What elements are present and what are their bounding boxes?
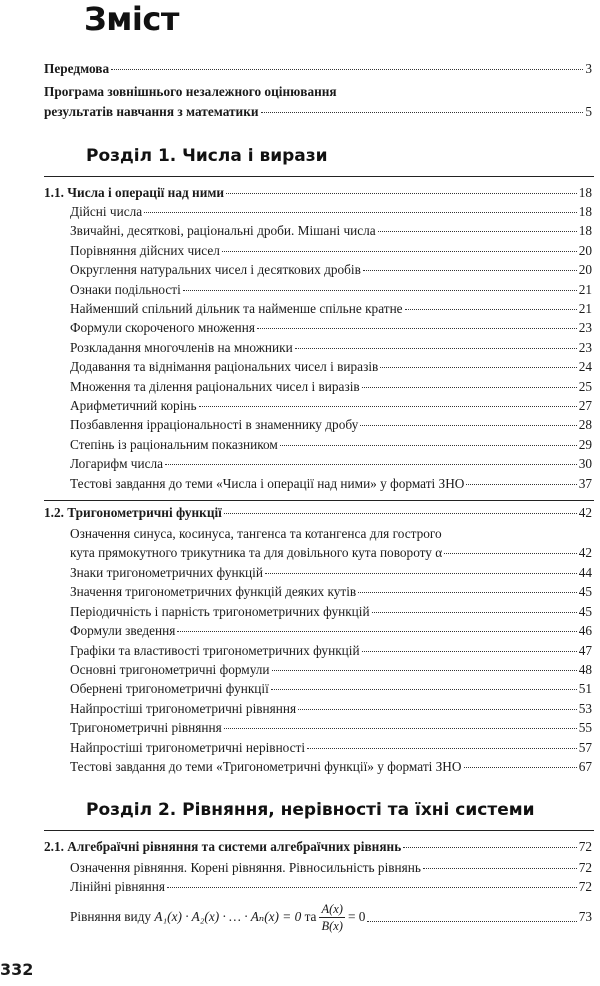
toc-entry[interactable] (70, 455, 592, 472)
toc-entry-page: 25 (578, 378, 592, 394)
dot-leader (378, 231, 577, 232)
dot-leader (177, 631, 576, 632)
dot-leader (144, 212, 577, 213)
section-heading-1: Розділ 1. Числа і вирази (86, 146, 328, 166)
toc-entry-label: Множення та ділення раціональних чисел і виразів (70, 378, 360, 394)
toc-subsection-2-1[interactable] (44, 838, 592, 855)
toc-entry-page: 55 (578, 720, 592, 736)
section-heading-2: Розділ 2. Рівняння, нерівності та їхні системи (86, 800, 535, 820)
toc-entry-page: 72 (578, 879, 592, 895)
toc-entry-page: 27 (578, 398, 592, 413)
toc-entry-label: Додавання та віднімання раціональних чисел і виразів (70, 359, 379, 375)
dot-leader (165, 464, 577, 465)
dot-leader (363, 270, 577, 271)
toc-entry-label: Найменший спільний дільник та найменше спільне кратне (70, 301, 403, 316)
toc-entry-product-equation[interactable] (70, 895, 592, 939)
toc-entry-page: 3 (585, 61, 592, 76)
toc-entry[interactable] (70, 319, 592, 336)
toc-entry-label: Формули скороченого множення (70, 320, 255, 336)
dot-leader (362, 651, 577, 652)
toc-entry[interactable] (70, 661, 592, 678)
dot-leader (167, 887, 577, 888)
formula-fraction (319, 901, 345, 934)
toc-entry-zno-line1[interactable]: Програма зовнішнього незалежного оцінювання (44, 84, 337, 99)
toc-entry-label: Формули зведення (70, 623, 176, 639)
toc-entry-page: 42 (578, 545, 592, 560)
toc-entry[interactable] (70, 680, 592, 697)
toc-entry-label: Найпростіші тригонометричні рівняння (70, 700, 297, 716)
toc-entry-page: 37 (578, 475, 592, 491)
dot-leader (307, 748, 577, 749)
toc-entry-label: Графіки та властивості тригонометричних функцій (70, 642, 360, 658)
dot-leader (261, 112, 584, 113)
dot-leader (466, 484, 576, 485)
toc-entry-page: 24 (578, 359, 592, 375)
dot-leader (295, 348, 577, 349)
toc-entry-label: Розкладання многочленів на множники (70, 339, 293, 355)
dot-leader (280, 445, 577, 446)
toc-entry[interactable] (70, 719, 592, 736)
dot-leader (257, 328, 577, 329)
dot-leader (362, 387, 577, 388)
toc-entry[interactable] (70, 642, 592, 659)
toc-entry-page: 45 (578, 603, 592, 619)
toc-entry[interactable] (70, 758, 592, 775)
toc-entry-label: Значення тригонометричних функцій деяких кутів (70, 584, 357, 600)
dot-leader (380, 367, 576, 368)
fraction-denominator: B(x) (321, 918, 343, 933)
toc-entry-page: 73 (578, 909, 592, 924)
toc-entry-page: 44 (578, 565, 592, 580)
dot-leader (372, 612, 577, 613)
toc-entry-page: 21 (578, 281, 592, 297)
dot-leader (222, 251, 577, 252)
dot-leader (358, 592, 577, 593)
toc-entry-label: Степінь із раціональним показником (70, 436, 278, 452)
toc-entry-label: Позбавлення ірраціональності в знаменнику дробу (70, 417, 359, 433)
toc-entry-label: Арифметичний корінь (70, 398, 197, 413)
toc-entry-label: Тестові завдання до теми «Числа і операції над ними» у форматі ЗНО (70, 475, 465, 491)
section-rule (44, 176, 594, 177)
dot-leader (226, 193, 577, 194)
dot-leader (183, 290, 577, 291)
toc-entry-label: Дійсні числа (70, 204, 143, 219)
toc-entry-page: 45 (578, 584, 592, 600)
toc-entry-page: 67 (578, 759, 592, 774)
toc-entry[interactable] (70, 739, 592, 756)
toc-entry-label: Тригонометричні рівняння (70, 720, 222, 736)
toc-entry-page: 47 (578, 642, 592, 658)
formula-product: A₁(x) · A₂(x) · … · Aₙ(x) = 0 (154, 909, 302, 924)
toc-entry-page: 53 (578, 700, 592, 716)
toc-entry[interactable] (70, 242, 592, 259)
toc-entry-page: 72 (578, 860, 592, 875)
toc-entry-label: Періодичність і парність тригонометричних функцій (70, 603, 370, 619)
toc-entry-page: 72 (578, 839, 592, 854)
toc-entry-preface[interactable] (44, 60, 592, 77)
toc-entry-page: 5 (585, 104, 592, 119)
subsection-rule (44, 500, 594, 501)
toc-entry[interactable] (70, 622, 592, 639)
toc-entry-label: 1.1. Числа і операції над ними (44, 185, 225, 200)
toc-entry-label: Основні тригонометричні формули (70, 662, 270, 677)
toc-entry[interactable] (70, 203, 592, 220)
toc-entry-label: Обернені тригонометричні функції (70, 681, 269, 697)
dot-leader (224, 728, 577, 729)
section-rule (44, 830, 594, 831)
toc-entry[interactable] (70, 436, 592, 453)
toc-entry-label: Округлення натуральних чисел і десяткових дробів (70, 262, 361, 278)
dot-leader (403, 847, 576, 848)
toc-entry[interactable] (70, 583, 592, 600)
toc-entry-page: 48 (578, 662, 592, 677)
toc-entry-label: Лінійні рівняння (70, 879, 165, 895)
fraction-numerator: A(x) (321, 901, 343, 916)
dot-leader (224, 513, 577, 514)
toc-entry-label: 2.1. Алгебраїчні рівняння та системи алгебраїчних рівнянь (44, 839, 402, 854)
toc-entry-page: 20 (578, 262, 592, 278)
toc-subsection-1-2[interactable] (44, 504, 592, 521)
dot-leader (360, 425, 576, 426)
toc-entry-label: Знаки тригонометричних функцій (70, 565, 263, 580)
toc-entry-page: 18 (578, 185, 592, 200)
toc-entry-page: 28 (578, 417, 592, 433)
toc-entry-page: 42 (578, 505, 592, 520)
toc-entry-label: Найпростіші тригонометричні нерівності (70, 739, 306, 755)
toc-entry-page: 51 (578, 681, 592, 697)
dot-leader (271, 689, 577, 690)
toc-entry[interactable] (70, 416, 592, 433)
dot-leader (405, 309, 577, 310)
toc-entry-label: Звичайні, десяткові, раціональні дроби. Мішані числа (70, 223, 376, 239)
toc-entry-zno-program[interactable] (44, 103, 592, 120)
dot-leader (423, 868, 577, 869)
toc-entry[interactable] (70, 339, 592, 356)
dot-leader (444, 553, 576, 554)
toc-entry-label: Тестові завдання до теми «Тригонометричні функції» у форматі ЗНО (70, 759, 462, 774)
toc-entry-page: 21 (578, 301, 592, 316)
toc-entry-page: 18 (578, 204, 592, 219)
toc-entry[interactable] (70, 859, 592, 876)
toc-entry[interactable] (70, 261, 592, 278)
toc-entry[interactable] (70, 397, 592, 414)
dot-leader (265, 573, 577, 574)
toc-entry-label: кута прямокутного трикутника та для довільного кута повороту α (70, 545, 443, 560)
page-number: 332 (0, 960, 34, 979)
toc-subsection-1-1[interactable] (44, 184, 592, 201)
toc-entry-label: Ознаки подільності (70, 281, 181, 297)
toc-entry-label: Рівняння виду (70, 909, 152, 924)
toc-entry[interactable] (70, 300, 592, 317)
toc-entry-label: Логарифм числа (70, 456, 164, 472)
toc-entry-label: 1.2. Тригонометричні функції (44, 505, 222, 520)
toc-entry-page: 23 (578, 339, 592, 355)
toc-entry-label: Означення рівняння. Корені рівняння. Рівносильність рівнянь (70, 860, 421, 875)
dot-leader (464, 767, 577, 768)
formula-joiner: та (304, 909, 317, 924)
toc-entry-label: Порівняння дійсних чисел (70, 242, 220, 258)
toc-entry[interactable] (70, 564, 592, 581)
formula-rhs: = 0 (347, 909, 366, 924)
toc-entry-page: 46 (578, 623, 592, 639)
toc-entry-page: 18 (578, 223, 592, 239)
toc-entry[interactable] (70, 222, 592, 239)
toc-entry-page: 30 (578, 456, 592, 472)
toc-entry-page: 23 (578, 320, 592, 336)
toc-entry[interactable] (70, 281, 592, 298)
toc-entry-trig-definition-line1[interactable]: Означення синуса, косинуса, тангенса та котангенса для гострого (70, 526, 442, 541)
toc-entry-page: 29 (578, 436, 592, 452)
toc-entry[interactable] (70, 378, 592, 395)
dot-leader (199, 406, 577, 407)
toc-entry[interactable] (70, 358, 592, 375)
toc-entry[interactable] (70, 700, 592, 717)
toc-entry-label: результатів навчання з математики (44, 104, 259, 119)
toc-entry-page: 57 (578, 739, 592, 755)
toc-entry[interactable] (70, 475, 592, 492)
toc-entry[interactable] (70, 603, 592, 620)
toc-entry-label: Передмова (44, 61, 110, 76)
toc-entry-trig-definition[interactable] (70, 544, 592, 561)
dot-leader (367, 921, 576, 922)
toc-entry[interactable] (70, 878, 592, 895)
dot-leader (111, 69, 583, 70)
toc-entry-page: 20 (578, 242, 592, 258)
dot-leader (272, 670, 577, 671)
dot-leader (298, 709, 577, 710)
page-title: Зміст (84, 0, 179, 38)
